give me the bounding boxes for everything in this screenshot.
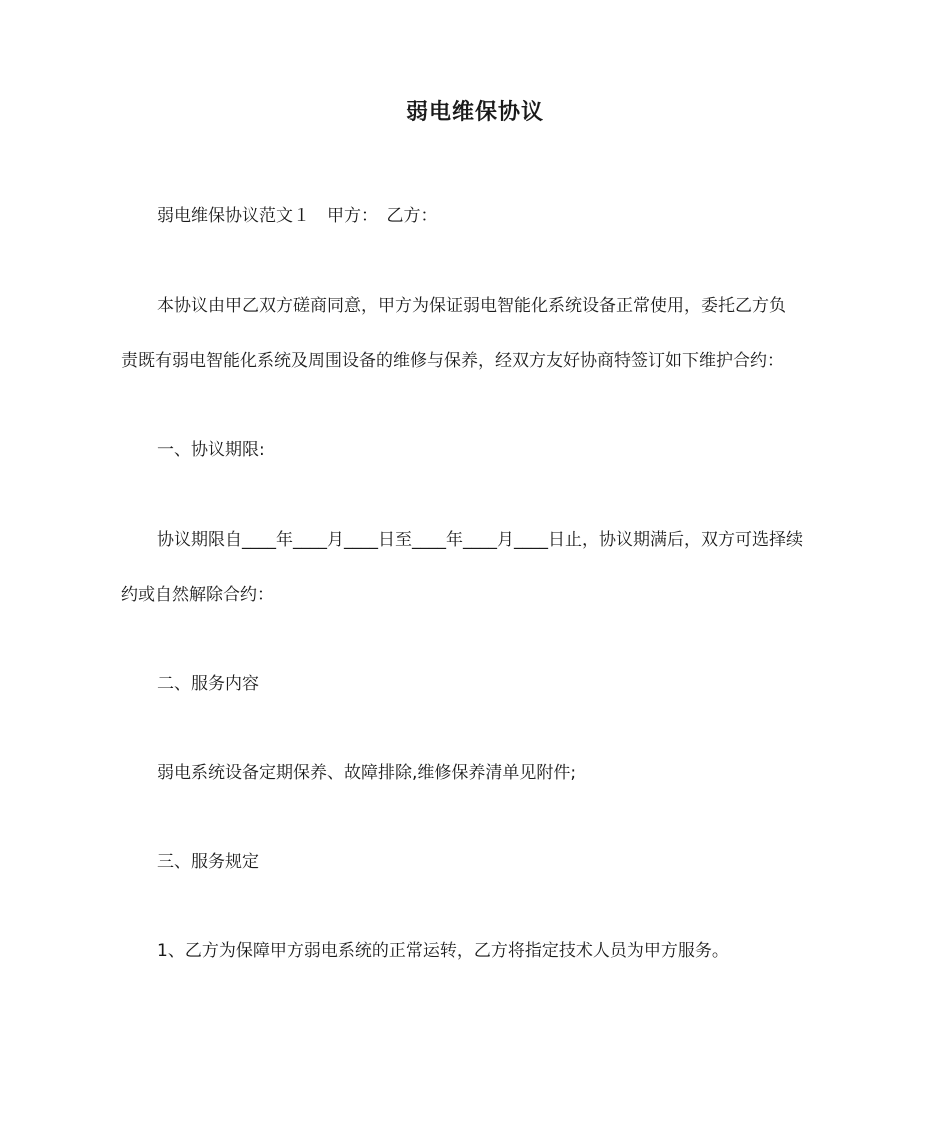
section-1-line-2: 约或自然解除合约： — [121, 585, 274, 605]
intro-line: 弱电维保协议范文１ 甲方： 乙方： — [157, 206, 438, 226]
section-3-item-1: 1、乙方为保障甲方弱电系统的正常运转，乙方将指定技术人员为甲方服务。 — [157, 941, 729, 961]
preamble-line-1: 本协议由甲乙双方磋商同意，甲方为保证弱电智能化系统设备正常使用，委托乙方负 — [157, 296, 786, 316]
document-title: 弱电维保协议 — [405, 100, 544, 125]
preamble-line-2: 责既有弱电智能化系统及周围设备的维修与保养，经双方友好协商特签订如下维护合约： — [121, 351, 784, 371]
section-2-text: 弱电系统设备定期保养、故障排除,维修保养清单见附件; — [157, 763, 577, 783]
section-2-heading: 二、服务内容 — [157, 674, 259, 694]
section-3-heading: 三、服务规定 — [157, 852, 259, 872]
section-1-heading: 一、协议期限: — [157, 440, 265, 460]
section-1-line-1: 协议期限自____年____月____日至____年____月____日止，协议期满后，双方可选择续 — [157, 530, 803, 550]
